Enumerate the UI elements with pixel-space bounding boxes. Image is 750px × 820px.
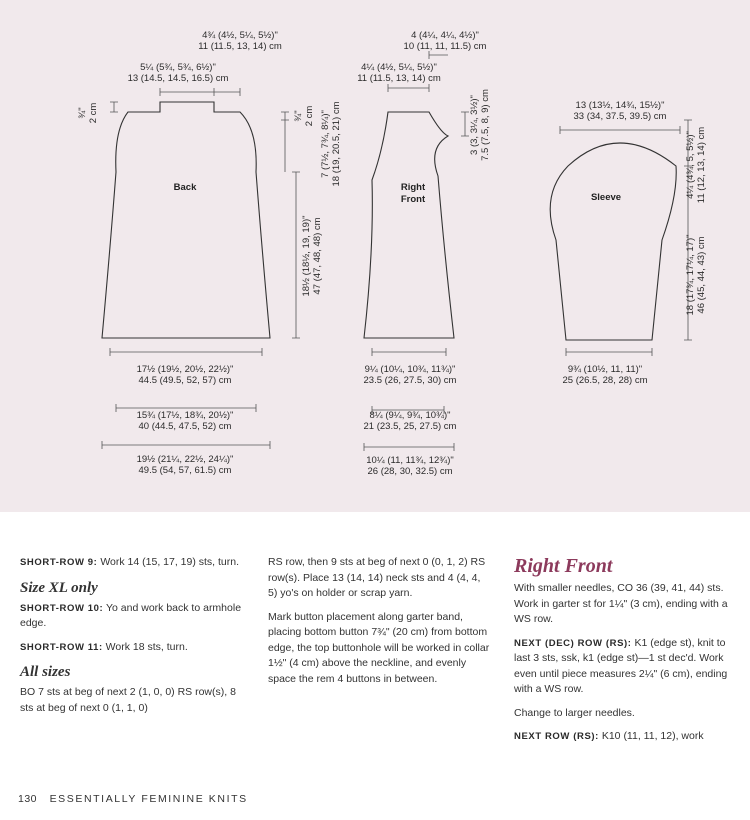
sleeve-length-in: 18 (17¾, 17¼, 17)" <box>685 234 696 316</box>
back-side-line <box>292 172 300 338</box>
back-neck-depth-in: ¾" <box>77 107 88 119</box>
front-chest-in: 9¼ (10¼, 10¾, 11¾)" <box>364 364 456 375</box>
front-chest-cm: 23.5 (26, 27.5, 30) cm <box>363 375 457 386</box>
front-hem-line <box>364 443 454 451</box>
front-neck-line <box>429 51 448 59</box>
column-2-paragraph-1: RS row, then 9 sts at beg of next 0 (0, 1, 2) RS row(s). Place 13 (14, 14) neck sts and 4 (4, 4, 5) yo's on holder or scrap yarn. <box>268 556 486 599</box>
back-label: Back <box>173 182 197 193</box>
back-piece-outline <box>102 102 270 338</box>
back-shoulder-width-in: 5¼ (5¾, 5¾, 6½)" <box>140 62 216 73</box>
front-chest-line <box>372 348 446 356</box>
sleeve-label: Sleeve <box>590 192 622 203</box>
sleeve-length-cm: 46 (45, 44, 43) cm <box>696 236 707 314</box>
next-dec-row-label: NEXT (DEC) ROW (RS): <box>514 637 632 649</box>
back-hem-line <box>102 441 270 449</box>
bind-off-paragraph: BO 7 sts at beg of next 2 (1, 0, 0) RS row(s), 8 sts at beg of next 0 (1, 1, 0) <box>20 686 236 714</box>
all-sizes-heading: All sizes <box>20 664 71 680</box>
front-hem-annotation <box>340 455 480 477</box>
back-chest-in: 17½ (19½, 20½, 22½)" <box>136 364 234 375</box>
front-neck-depth-cm: 7.5 (7.5, 8, 9) cm <box>480 89 491 161</box>
front-neck-width-in: 4 (4¼, 4¼, 4½)" <box>411 30 479 41</box>
front-shoulder-width-annotation <box>344 62 454 84</box>
back-armhole-depth-annotation <box>320 79 342 209</box>
back-neck-width-annotation <box>190 30 290 52</box>
right-front-cast-on: With smaller needles, CO 36 (39, 41, 44) sts. Work in garter st for 1¼" (3 cm), ending with a WS row. <box>514 582 728 625</box>
front-waist-annotation <box>340 410 480 432</box>
back-armhole-small-in: ¾" <box>293 110 304 122</box>
sleeve-length-annotation <box>685 215 707 335</box>
back-chest-annotation <box>110 364 260 386</box>
back-side-length-in: 18½ (18½, 19, 19)" <box>301 215 312 297</box>
next-row-text: K10 (11, 11, 12), work <box>598 730 704 742</box>
front-hem-cm: 26 (28, 30, 32.5) cm <box>367 466 453 477</box>
sleeve-piece-outline <box>550 143 676 340</box>
next-row-label: NEXT ROW (RS): <box>514 731 599 742</box>
column-1 <box>20 555 245 724</box>
front-shoulder-width-cm: 11 (11.5, 13, 14) cm <box>357 73 441 84</box>
back-armhole-bracket <box>281 112 289 120</box>
back-shoulder-width-annotation <box>108 62 248 84</box>
back-armhole-depth-cm: 18 (19, 20.5, 21) cm <box>331 101 342 187</box>
front-shoulder-width-in: 4¼ (4½, 5¼, 5½)" <box>361 62 437 73</box>
front-neck-width-cm: 10 (11, 11, 11.5) cm <box>403 41 487 52</box>
back-neck-depth-bracket <box>110 102 118 112</box>
size-xl-heading: Size XL only <box>20 579 98 596</box>
next-dec-row-text: K1 (edge st), knit to last 3 sts, ssk, k1 (edge st)—1 st dec'd. Work even until piece measures 2¼" (6 cm), ending with a WS row. <box>514 636 728 695</box>
back-neck-width-in: 4¾ (4½, 5¼, 5½)" <box>202 30 278 41</box>
back-hem-annotation <box>110 454 260 476</box>
back-shoulder-dimension-line <box>160 88 214 96</box>
right-front-heading: Right Front <box>514 555 613 577</box>
front-waist-in: 8¼ (9¼, 9¾, 10¾)" <box>369 410 451 421</box>
front-neck-width-annotation <box>390 30 500 52</box>
short-row-11 <box>20 640 245 656</box>
front-hem-in: 10¼ (11, 11¾, 12¾)" <box>366 455 454 466</box>
back-chest-line <box>110 348 262 356</box>
change-needles: Change to larger needles. <box>514 706 635 719</box>
sleeve-cuff-line <box>566 348 652 356</box>
sleeve-cuff-in: 9¾ (10½, 11, 11)" <box>567 364 643 375</box>
short-row-10 <box>20 601 245 632</box>
sleeve-cuff-annotation <box>540 364 670 386</box>
short-row-9 <box>20 555 245 571</box>
right-front-label-line1: Right <box>400 182 426 193</box>
front-neck-depth-line <box>461 112 469 136</box>
front-neck-depth-in: 3 (3, 3¼, 3½)" <box>469 95 480 155</box>
right-front-label <box>385 182 441 206</box>
front-chest-annotation <box>340 364 480 386</box>
back-shoulder-width-cm: 13 (14.5, 14.5, 16.5) cm <box>127 73 229 84</box>
back-armhole-depth-in: 7 (7½, 7¾, 8¼)" <box>320 110 331 178</box>
short-row-9-text: Work 14 (15, 17, 19) sts, turn. <box>97 556 240 568</box>
back-waist-annotation <box>110 410 260 432</box>
front-neck-depth-annotation <box>469 70 491 180</box>
back-neck-dimension-line <box>214 88 240 96</box>
sleeve-cuff-cm: 25 (26.5, 28, 28) cm <box>562 375 648 386</box>
back-chest-cm: 44.5 (49.5, 52, 57) cm <box>138 375 232 386</box>
back-hem-in: 19½ (21¼, 22½, 24¼)" <box>136 454 234 465</box>
back-neck-depth-annotation <box>77 93 99 133</box>
back-hem-cm: 49.5 (54, 57, 61.5) cm <box>138 465 232 476</box>
sleeve-cap-cm: 11 (12, 13, 14) cm <box>696 126 707 204</box>
back-armhole-small-cm: 2 cm <box>304 105 315 127</box>
sleeve-cap-annotation <box>685 110 707 220</box>
next-row <box>514 729 739 745</box>
back-side-length-cm: 47 (47, 48, 48) cm <box>312 217 323 295</box>
back-side-length-annotation <box>301 196 323 316</box>
back-waist-cm: 40 (44.5, 47.5, 52) cm <box>138 421 232 432</box>
short-row-9-label: SHORT-ROW 9: <box>20 557 98 568</box>
short-row-10-label: SHORT-ROW 10: <box>20 602 104 614</box>
sleeve-upper-cm: 33 (34, 37.5, 39.5) cm <box>573 111 667 122</box>
sleeve-upper-line <box>560 126 680 134</box>
front-waist-cm: 21 (23.5, 25, 27.5) cm <box>363 421 457 432</box>
book-title: ESSENTIALLY FEMININE KNITS <box>49 793 248 805</box>
front-shoulder-line <box>388 84 429 92</box>
back-neck-width-cm: 11 (11.5, 13, 14) cm <box>198 41 282 52</box>
page-footer <box>18 793 248 805</box>
right-front-label-line2: Front <box>400 194 426 205</box>
page-number: 130 <box>18 793 38 805</box>
column-2-paragraph-2: Mark button placement along garter band, placing bottom button 7¾" (20 cm) from bottom edge, the top buttonhole will be worked in collar 1½" (4 cm) above the neckline, and evenly space the rem 4 buttons in between. <box>268 610 490 685</box>
column-2 <box>268 555 490 695</box>
short-row-11-text: Work 18 sts, turn. <box>102 640 188 653</box>
right-front-piece-outline <box>364 112 454 338</box>
back-armhole-small-annotation <box>293 96 315 136</box>
short-row-11-label: SHORT-ROW 11: <box>20 641 103 653</box>
short-row-10-text: Yo and work back to armhole edge. <box>20 601 242 629</box>
sleeve-cap-in: 4¼ (4¾, 5, 5½)" <box>685 131 696 199</box>
next-dec-row <box>514 636 739 698</box>
sleeve-upper-annotation <box>540 100 700 122</box>
back-waist-in: 15¾ (17½, 18¾, 20½)" <box>136 410 234 421</box>
column-3 <box>514 555 739 753</box>
back-neck-depth-cm: 2 cm <box>88 102 99 124</box>
sleeve-upper-in: 13 (13½, 14¾, 15½)" <box>575 100 665 111</box>
